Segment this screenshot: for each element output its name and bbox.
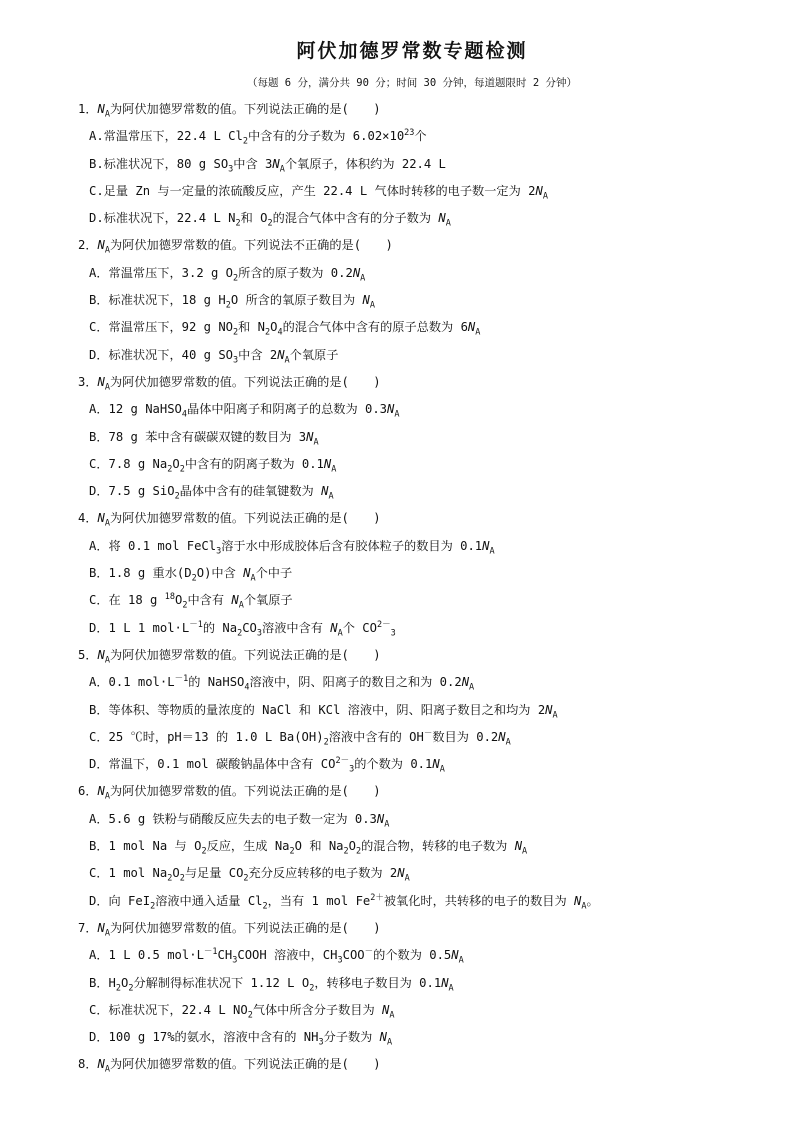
answer-option: A．1 L 0.5 $mol\cdot L^{-1}CH_3COOH$ 溶液中，$CH_3COO^-$的个数为 $0.5N_A$ bbox=[89, 947, 464, 966]
answer-option: B.标准状况下，80 g $SO_3$中含 $3N_A$个氧原子，体积约为 22.4 L bbox=[89, 156, 446, 175]
answer-option: D．标准状况下，40 g $SO_3$中含 $2N_A$个氧原子 bbox=[89, 347, 339, 366]
question-stem: 5．$N_A$为阿伏加德罗常数的值。下列说法正确的是( ) bbox=[78, 647, 381, 666]
question-stem: 8．$N_A$为阿伏加德罗常数的值。下列说法正确的是( ) bbox=[78, 1057, 381, 1075]
answer-option: A．将 0.1 mol FeCl$_3$溶于水中形成胶体后含有胶体粒子的数目为 $0.1N_A$ bbox=[89, 538, 495, 557]
answer-option: D．7.5 g SiO$_2$晶体中含有的硅氧键数为 $N_A$ bbox=[89, 484, 334, 502]
answer-option: A.常温常压下，22.4 L $Cl_2$中含有的分子数为 $6.02\times 10^{23}$个 bbox=[89, 128, 427, 147]
question-stem: 1．$N_A$为阿伏加德罗常数的值。下列说法正确的是( ) bbox=[78, 102, 381, 120]
answer-option: B．1.8 g 重水$(D_2O)$中含 $N_A$个中子 bbox=[89, 566, 293, 584]
answer-option: C．25 ℃时，pH＝13 的 1.0 L $Ba(OH)_2$溶液中含有的 OH－数目为 $0.2N_A$ bbox=[89, 728, 511, 748]
answer-option: C．标准状况下，22.4 L $NO_2$气体中所含分子数目为 $N_A$ bbox=[89, 1002, 395, 1021]
question-stem: 6．$N_A$为阿伏加德罗常数的值。下列说法正确的是( ) bbox=[78, 784, 381, 802]
answer-option: C．1 mol $Na_2O_2$与足量 $CO_2$充分反应转移的电子数为 $2N_A$ bbox=[89, 866, 410, 884]
answer-option: D．100 g 17%的氨水，溶液中含有的 $NH_3$分子数为 $N_A$ bbox=[89, 1030, 393, 1048]
page-subtitle: （每题 6 分，满分共 90 分；时间 30 分钟，每道题限时 2 分钟） bbox=[246, 77, 577, 89]
answer-option: C．在 18 g $^{18}O_2$中含有 $N_A$个氧原子 bbox=[89, 592, 293, 611]
answer-option: A．常温常压下，3.2 g $O_2$所含的原子数为 $0.2N_A$ bbox=[89, 265, 366, 284]
answer-option: A．0.1 $mol\cdot L^{-1}$的 NaHSO$_4$溶液中，阴、阳离子的数目之和为 $0.2N_A$ bbox=[89, 674, 475, 693]
answer-option: C.足量 Zn 与一定量的浓硫酸反应，产生 22.4 L 气体时转移的电子数一定为 $2N_A$ bbox=[89, 183, 548, 202]
answer-option: A．5.6 g 铁粉与硝酸反应失去的电子数一定为 $0.3N_A$ bbox=[89, 811, 390, 830]
question-stem: 4．$N_A$为阿伏加德罗常数的值。下列说法正确的是( ) bbox=[78, 511, 381, 529]
answer-option: B．等体积、等物质的量浓度的 NaCl 和 KCl 溶液中，阴、阳离子数目之和均为 $2N_A$ bbox=[89, 702, 558, 720]
answer-option: B．标准状况下，18 g $H_2O$ 所含的氧原子数目为 $N_A$ bbox=[89, 293, 375, 311]
answer-option: D．1 L 1 $mol\cdot L^{-1}$的 $Na_2CO_3$溶液中含有 $N_A$个 $CO^{2-}_3$ bbox=[89, 619, 396, 639]
question-stem: 2．$N_A$为阿伏加德罗常数的值。下列说法不正确的是( ) bbox=[78, 238, 393, 256]
answer-option: B．$H_2O_2$分解制得标准状况下 1.12 L $O_2$，转移电子数目为 $0.1N_A$ bbox=[89, 975, 454, 993]
question-stem: 3．$N_A$为阿伏加德罗常数的值。下列说法正确的是( ) bbox=[78, 374, 381, 393]
question-list bbox=[78, 96, 778, 1079]
question-stem: 7．$N_A$为阿伏加德罗常数的值。下列说法正确的是( ) bbox=[78, 920, 381, 939]
answer-option: C．7.8 g $Na_2O_2$中含有的阴离子数为 $0.1N_A$ bbox=[89, 456, 337, 475]
page-title: 阿伏加德罗常数专题检测 bbox=[296, 40, 528, 62]
answer-option: D.标准状况下，22.4 L $N_2$和 $O_2$的混合气体中含有的分子数为 $N_A$ bbox=[89, 211, 451, 229]
answer-option: A．12 g NaHSO$_4$晶体中阳离子和阴离子的总数为 $0.3N_A$ bbox=[89, 402, 400, 420]
answer-option: D．向 FeI$_2$溶液中通入适量 $Cl_2$，当有 1 mol $Fe^{2+}$被氧化时，共转移的电子的数目为 $N_A$。 bbox=[89, 892, 599, 912]
answer-option: B．78 g 苯中含有碳碳双键的数目为 $3N_A$ bbox=[89, 429, 319, 447]
answer-option: B．1 mol Na 与 $O_2$反应，生成 $Na_2O$ 和 $Na_2O_2$的混合物，转移的电子数为 $N_A$ bbox=[89, 839, 528, 857]
answer-option: C．常温常压下，92 g $NO_2$和 $N_2O_4$的混合气体中含有的原子总数为 $6N_A$ bbox=[89, 320, 481, 338]
answer-option: D．常温下，0.1 mol 碳酸钠晶体中含有 $CO^{2-}_3$的个数为 $0.1N_A$ bbox=[89, 756, 445, 775]
